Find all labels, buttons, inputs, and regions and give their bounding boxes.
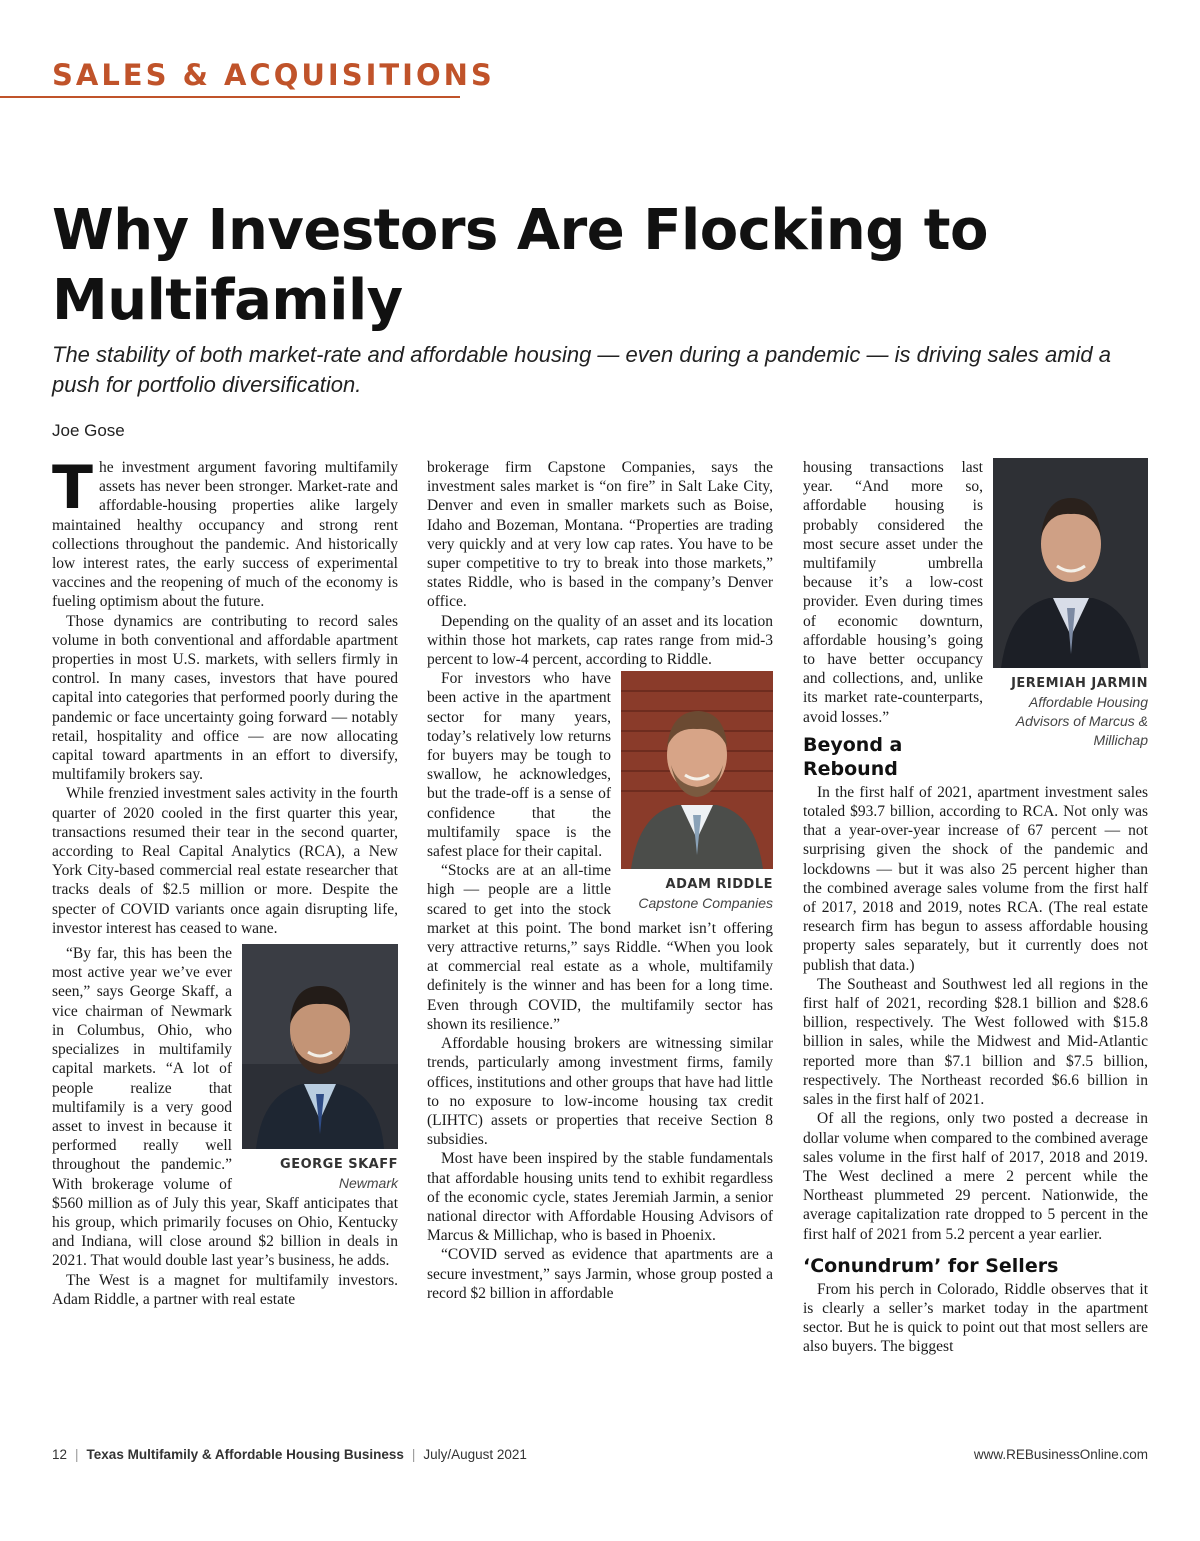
paragraph: “COVID served as evidence that apartments are a secure investment,” says Jarmin, whose group posted a record $2 billion in affordable <box>427 1246 773 1302</box>
photo-caption-affiliation: Affordable Housing Advisors of Marcus & Millichap <box>1015 694 1148 749</box>
website-link[interactable]: www.REBusinessOnline.com <box>973 1447 1148 1462</box>
article-column-3 <box>803 458 1148 1357</box>
photo-caption-name: JEREMIAH JARMIN <box>1011 676 1148 691</box>
paragraph: The investment argument favoring multifamily assets has never been stronger. Market-rate and affordable-housing properties alike largely maintained healthy occupancy and strong rent collections throughout the pandemic. And historically low interest rates, the early success of experimental vaccines and the reopening of much of the economy is fueling optimism about the future. <box>52 453 398 611</box>
paragraph: For investors who have been active in the apartment sector for many years, today’s relatively low returns for buyers may be tough to swallow, he acknowledges, but the trade-off is a sense of confidence that the multifamily space is the safest place for their capital. <box>427 670 611 861</box>
figure-adam-riddle <box>621 671 773 913</box>
article-column-1 <box>52 453 398 1309</box>
section-label: SALES & ACQUISITIONS <box>52 58 495 92</box>
portrait-photo <box>242 944 398 1149</box>
page-footer: 12 | Texas Multifamily & Affordable Housing Business | July/August 2021 www.REBusinessOnline.com <box>52 1447 1148 1462</box>
article-headline: Why Investors Are Flocking to Multifamily <box>52 198 989 333</box>
subheading: ‘Conundrum’ for Sellers <box>803 1254 1059 1277</box>
paragraph: Affordable housing brokers are witnessing similar trends, particularly among investment firms, family offices, institutions and other groups that have had little to no exposure to low-income housing tax credit (LIHTC) assets or properties that receive Section 8 subsidies. <box>427 1035 773 1149</box>
article-column-2 <box>427 458 773 1303</box>
paragraph: brokerage firm Capstone Companies, says the investment sales market is “on fire” in Salt Lake City, Denver and even in smaller markets such as Boise, Idaho and Bozeman, Montana. “Properties are trading very quickly and at very low cap rates. You have to be super competitive to try to break into those markets,” states Riddle, who is based in the company’s Denver office. <box>427 459 773 611</box>
paragraph: Most have been inspired by the stable fundamentals that affordable housing units tend to exhibit regardless of the economic cycle, states Jeremiah Jarmin, a senior national director with Affordable Housing Advisors of Marcus & Millichap, who is based in Phoenix. <box>427 1150 773 1245</box>
paragraph: “By far, this has been the most active year we’ve ever seen,” says George Skaff, a vice chairman of Newmark in Columbus, Ohio, who specializes in multifamily capital markets. “A lot of people realize that multifamily is a very good asset to invest in because it performed really well throughout the pandemic.” With brokerage volume of $560 million as of July this year, Skaff anticipates that his group, which primarily focuses on Ohio, Kentucky and Indiana, will close around $2 billion in deals in 2021. That would double last year’s business, he adds. <box>52 945 398 1270</box>
paragraph: The Southeast and Southwest led all regions in the first half of 2021, recording $28.1 billion and $28.6 billion, respectively. The West followed with $15.8 billion in sales, while the Midwest and Mid-Atlantic reported more than $7.1 billion and $7.5 billion, respectively. The Northeast recorded $6.6 billion in sales in the first half of 2021. <box>803 975 1148 1109</box>
issue-date: July/August 2021 <box>423 1447 527 1462</box>
subheading: Beyond a Rebound <box>803 733 903 780</box>
publication-name: Texas Multifamily & Affordable Housing Business <box>86 1447 404 1462</box>
paragraph: The West is a magnet for multifamily investors. Adam Riddle, a partner with real estate <box>52 1271 398 1308</box>
drop-cap: T <box>52 453 93 523</box>
paragraph: While frenzied investment sales activity in the fourth quarter of 2020 cooled in the first quarter this year, transactions resumed their tear in the second quarter, according to Real Capital Analytics (RCA), a New York City-based commercial real estate researcher that tracks deals of $2.5 million or more. Despite the specter of COVID variants once again disrupting life, investor interest has ceased to wane. <box>52 785 398 937</box>
page-number: 12 <box>52 1447 68 1462</box>
photo-caption-name: GEORGE SKAFF <box>280 1157 398 1173</box>
portrait-photo <box>993 458 1148 668</box>
paragraph: Those dynamics are contributing to record sales volume in both conventional and affordable apartment properties in most U.S. markets, with sellers firmly in control. In many cases, investors that have poured capital into categories that performed poorly during the pandemic or face uncertainty going forward — notably retail, hospitality and office — are now allocating capital toward apartments in an effort to diversify, multifamily brokers say. <box>52 612 398 784</box>
figure-jeremiah-jarmin <box>993 458 1148 750</box>
photo-caption-affiliation: Capstone Companies <box>638 895 773 912</box>
photo-caption-affiliation: Newmark <box>338 1175 398 1192</box>
paragraph: “Stocks are at an all-time high — people are a little scared to get into the stock market at this point. The bond market isn’t offering very attractive returns,” says Riddle. “When you look at commercial real estate as a whole, multifamily definitely is the winner and has been for a long time. Even through COVID, the multifamily sector has shown its resilience.” <box>427 862 773 1033</box>
byline: Joe Gose <box>52 421 125 440</box>
figure-george-skaff <box>242 944 398 1193</box>
paragraph: Depending on the quality of an asset and its location within those hot markets, cap rates range from mid-3 percent to low-4 percent, according to Riddle. <box>427 612 773 669</box>
photo-caption-name: ADAM RIDDLE <box>665 877 773 893</box>
paragraph: In the first half of 2021, apartment investment sales totaled $93.7 billion, according to RCA. Not only was that a year-over-year increase of 67 percent — not surprising given the shock of the pandemic and lockdowns — but it was also 25 percent higher than the combined average sales volume from the first half of 2017, 2018 and 2019, notes RCA. (The real estate research firm has begun to assess affordable housing property sales separately, but it currently does not publish that data.) <box>803 783 1148 974</box>
section-divider <box>0 96 460 98</box>
paragraph: From his perch in Colorado, Riddle observes that it is clearly a seller’s market today in the apartment sector. But he is quick to point out that most sellers are also buyers. The biggest <box>803 1280 1148 1356</box>
paragraph: housing transactions last year. “And more so, affordable housing is probably considered the most secure asset under the multifamily umbrella because it’s a low-cost provider. Even during times of economic downturn, affordable housing’s going to have better occupancy and collections, and, unlike its market rate-counterparts, avoid losses.” <box>803 459 983 726</box>
portrait-photo <box>621 671 773 869</box>
paragraph: Of all the regions, only two posted a decrease in dollar volume when compared to the combined average sales volume in the first half of 2017, 2018 and 2019. The West declined a mere 2 percent while the Northeast plummeted 29 percent. Nationwide, the average capitalization rate dropped to 5 percent in the first half of 2021 from 5.2 percent a year earlier. <box>803 1110 1148 1243</box>
article-deck: The stability of both market-rate and affordable housing — even during a pandemic — is driving sales amid a push for portfolio diversification. <box>52 342 1112 397</box>
